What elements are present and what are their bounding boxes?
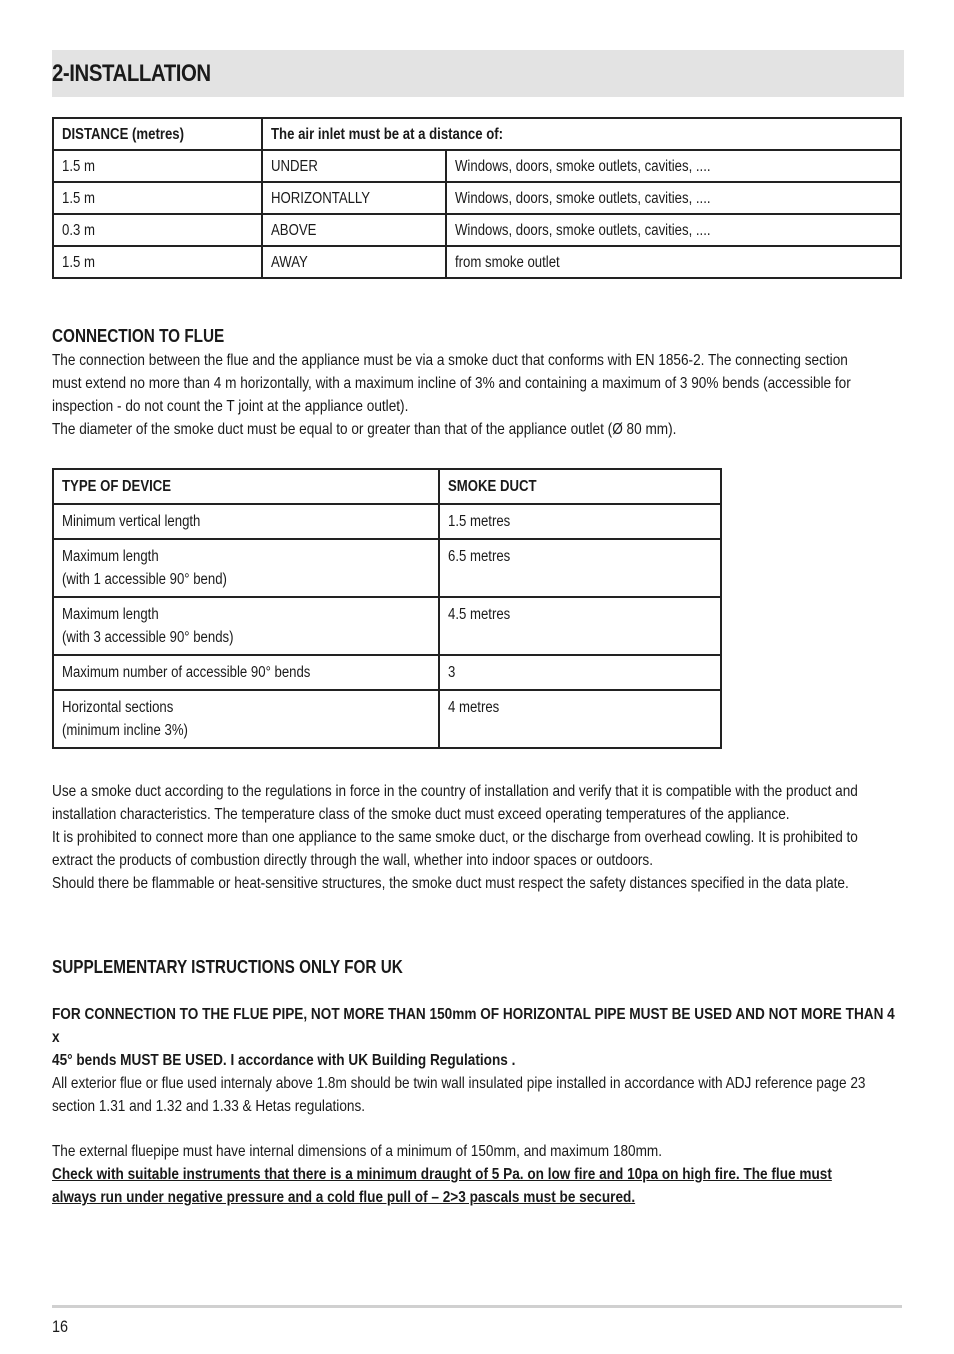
table-cell: 4 metres — [439, 690, 721, 748]
connection-heading: CONNECTION TO FLUE — [52, 326, 225, 346]
text-line: always run under negative pressure and a cold flue pull of – 2>3 pascals must be secured. — [52, 1189, 636, 1206]
uk-heading: SUPPLEMENTARY ISTRUCTIONS ONLY FOR UK — [52, 957, 403, 977]
text-line: 45° bends MUST BE USED. I accordance with UK Building Regulations . — [52, 1052, 516, 1069]
table-cell: Horizontal sections (minimum incline 3%) — [53, 690, 439, 748]
table-row — [53, 539, 721, 597]
footer-divider — [52, 1305, 902, 1308]
connection-paragraph — [52, 349, 902, 441]
table-cell: Windows, doors, smoke outlets, cavities, .... — [446, 214, 901, 246]
table-cell: Maximum length (with 1 accessible 90° bend) — [53, 539, 439, 597]
uk-draught-paragraph — [52, 1140, 902, 1209]
table-header-cell: SMOKE DUCT — [439, 469, 721, 504]
smoke-duct-table — [52, 468, 722, 749]
page-title: 2-INSTALLATION — [52, 60, 211, 87]
table-cell: 6.5 metres — [439, 539, 721, 597]
table-cell: Maximum length (with 3 accessible 90° bends) — [53, 597, 439, 655]
table-cell: 3 — [439, 655, 721, 690]
table-row — [53, 655, 721, 690]
table-cell: Minimum vertical length — [53, 504, 439, 539]
table-cell: HORIZONTALLY — [262, 182, 446, 214]
text-line: All exterior flue or flue used internaly above 1.8m should be twin wall insulated pipe installed in accordance with ADJ reference page 23 — [52, 1075, 866, 1092]
uk-regulation-notice — [52, 1003, 902, 1072]
table-cell: 1.5 m — [53, 150, 262, 182]
table-row — [53, 504, 721, 539]
text-line: extract the products of combustion directly through the wall, whether into indoor spaces or outdoors. — [52, 852, 653, 869]
table-cell: 1.5 m — [53, 182, 262, 214]
air-inlet-distance-table — [52, 117, 902, 279]
text-line: FOR CONNECTION TO THE FLUE PIPE, NOT MORE THAN 150mm OF HORIZONTAL PIPE MUST BE USED AND NOT MORE THAN 4 x — [52, 1006, 895, 1046]
table-header-cell: TYPE OF DEVICE — [53, 469, 439, 504]
uk-exterior-flue-paragraph — [52, 1072, 902, 1118]
table-cell: AWAY — [262, 246, 446, 278]
text-line: must extend no more than 4 m horizontally, with a maximum incline of 3% and containing a maximum of 3 90% bends (accessible for — [52, 375, 851, 392]
table-cell: 1.5 m — [53, 246, 262, 278]
text-line: Should there be flammable or heat-sensitive structures, the smoke duct must respect the safety distances specified in the data plate. — [52, 875, 849, 892]
table-row — [53, 246, 901, 278]
text-line: The connection between the flue and the appliance must be via a smoke duct that conforms with EN 1856-2. The connecting section — [52, 352, 848, 369]
table-cell: from smoke outlet — [446, 246, 901, 278]
table-cell: 1.5 metres — [439, 504, 721, 539]
table-cell: UNDER — [262, 150, 446, 182]
table-row — [53, 690, 721, 748]
table-row — [53, 150, 901, 182]
text-line: Check with suitable instruments that there is a minimum draught of 5 Pa. on low fire and 10pa on high fire. The flue must — [52, 1166, 832, 1183]
text-line: section 1.31 and 1.32 and 1.33 & Hetas regulations. — [52, 1098, 366, 1115]
table-row — [53, 214, 901, 246]
table-cell: ABOVE — [262, 214, 446, 246]
table-cell: 0.3 m — [53, 214, 262, 246]
section-header — [52, 50, 904, 97]
table-header-row — [53, 469, 721, 504]
table-row — [53, 597, 721, 655]
smoke-duct-paragraph — [52, 780, 902, 895]
table-cell: Windows, doors, smoke outlets, cavities, .... — [446, 182, 901, 214]
table-header-cell: DISTANCE (metres) — [53, 118, 262, 150]
table-cell: 4.5 metres — [439, 597, 721, 655]
table-cell: Maximum number of accessible 90° bends — [53, 655, 439, 690]
table-header-row — [53, 118, 901, 150]
table-header-cell: The air inlet must be at a distance of: — [262, 118, 901, 150]
page-number: 16 — [52, 1317, 69, 1336]
text-line: The external fluepipe must have internal dimensions of a minimum of 150mm, and maximum 180mm. — [52, 1143, 663, 1160]
text-line: inspection - do not count the T joint at the appliance outlet). — [52, 398, 409, 415]
table-cell: Windows, doors, smoke outlets, cavities, .... — [446, 150, 901, 182]
text-line: installation characteristics. The temperature class of the smoke duct must exceed operating temperatures of the appliance. — [52, 806, 790, 823]
text-line: Use a smoke duct according to the regulations in force in the country of installation and verify that it is compatible with the product and — [52, 783, 858, 800]
text-line: The diameter of the smoke duct must be equal to or greater than that of the appliance outlet (Ø 80 mm). — [52, 421, 677, 438]
table-row — [53, 182, 901, 214]
text-line: It is prohibited to connect more than one appliance to the same smoke duct, or the discharge from overhead cowling. It is prohibited to — [52, 829, 858, 846]
